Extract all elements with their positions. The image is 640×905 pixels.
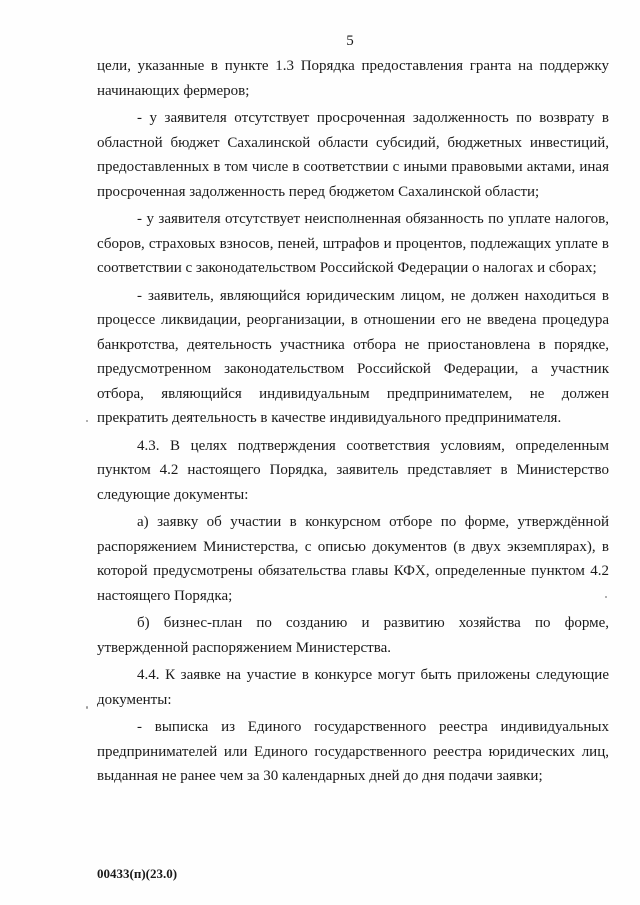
paragraph-item-a: а) заявку об участии в конкурсном отборе по форме, утверждённой распоряжением Министерства, с описью документов (в двух экземплярах), в которой предусмотрены обязательства главы КФХ, определенные пунктом 4.2 настоящего Порядка; [97, 514, 609, 604]
scan-speck [605, 596, 607, 598]
paragraph-registry-extract: - выписка из Единого государственного реестра индивидуальных предпринимателей или Единого государственного реестра юридических лиц, выданная не ранее чем за 30 календарных дней до дня подачи заявки; [97, 719, 609, 784]
paragraph-legal-entity-status: - заявитель, являющийся юридическим лицом, не должен находиться в процессе ликвидации, реорганизации, в отношении его не введена процедура банкротства, деятельность участника отбора не приостановлена в порядке, предусмотренном законодательством Российской Федерации, а участник отбора, являющийся индивидуальным предпринимателем, не должен прекратить деятельность в качестве индивидуального предпринимателя. [97, 287, 609, 426]
document-code: 00433(п)(23.0) [97, 866, 178, 881]
scan-speck [86, 706, 88, 709]
paragraph-item-b: б) бизнес-план по созданию и развитию хозяйства по форме, утвержденной распоряжением Министерства. [97, 615, 609, 656]
scan-speck [86, 420, 88, 422]
paragraph-section-4-4: 4.4. К заявке на участие в конкурсе могут быть приложены следующие документы: [97, 667, 609, 708]
document-body [97, 54, 609, 792]
paragraph-goals-continuation: цели, указанные в пункте 1.3 Порядка предоставления гранта на поддержку начинающих фермеров; [97, 58, 609, 99]
paragraph-section-4-3: 4.3. В целях подтверждения соответствия условиям, определенным пунктом 4.2 настоящего Порядка, заявитель представляет в Министерство следующие документы: [97, 437, 609, 503]
paragraph-no-overdue-debt: - у заявителя отсутствует просроченная задолженность по возврату в областной бюджет Сахалинской области субсидий, бюджетных инвестиций, предоставленных в том числе в соответствии с иными правовыми актами, иная просроченная задолженность перед бюджетом Сахалинской области; [97, 110, 609, 200]
page-number: 5 [346, 33, 354, 49]
paragraph-no-tax-obligations: - у заявителя отсутствует неисполненная обязанность по уплате налогов, сборов, страховых взносов, пеней, штрафов и процентов, подлежащих уплате в соответствии с законодательством Российской Федерации о налогах и сборах; [97, 211, 609, 276]
